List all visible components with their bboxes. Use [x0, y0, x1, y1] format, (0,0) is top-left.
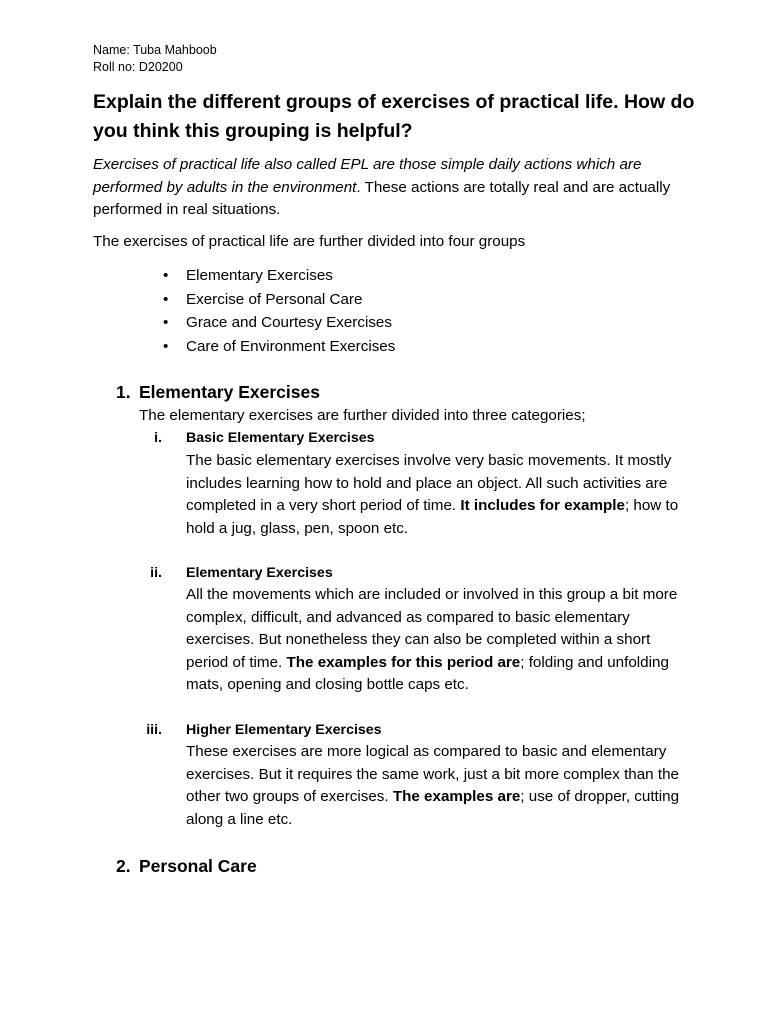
list-item — [163, 335, 396, 359]
list-item-label: Grace and Courtesy Exercises — [186, 314, 392, 331]
section-heading-personal-care — [116, 854, 257, 878]
list-item — [163, 288, 395, 312]
section-number: 1. — [116, 382, 131, 402]
bullet-icon: • — [163, 314, 169, 331]
section-heading-elementary — [116, 380, 320, 404]
subsection-bold-text: The examples are — [392, 788, 521, 805]
bullet-icon: • — [163, 267, 169, 284]
subsection-numeral: i. — [154, 430, 162, 446]
section-number: 2. — [116, 856, 131, 876]
bullet-icon: • — [163, 290, 169, 308]
subsection-tail-text: ; how to hold a jug, glass, pen, spoon etc. — [186, 497, 679, 537]
subsection-bold-text: The examples for this period are — [286, 653, 521, 671]
list-item — [163, 264, 395, 288]
roll-number: Roll no: D20200 — [93, 60, 183, 74]
intro-italic-text: Exercises of practical life also called EPL are those simple daily actions which are performed by adults in the environment — [93, 156, 642, 196]
subsection-body — [186, 741, 686, 831]
subsection-numeral: ii. — [150, 565, 162, 581]
list-item-label: Exercise of Personal Care — [186, 290, 363, 308]
section-title: Elementary Exercises — [139, 382, 320, 402]
list-item-label: Elementary Exercises — [186, 267, 333, 284]
list-item — [163, 311, 395, 335]
section-intro: The elementary exercises are further divided into three categories; — [139, 407, 586, 424]
page-title: Explain the different groups of exercises of practical life. How do you think this grouping is helpful? — [93, 91, 695, 142]
subsection-text: All the movements which are included or involved in this group a bit more complex, difficult, and advanced as compared to basic elementary exercises. But nonetheless they can also be completed within a short period of time. — [186, 586, 678, 671]
subsection-title: Elementary Exercises — [186, 565, 333, 581]
groups-list — [163, 264, 396, 358]
subsection-text: These exercises are more logical as compared to basic and elementary exercises. But it requires the same work, just a bit more complex than the other two groups of exercises. — [186, 743, 679, 805]
bullet-icon: • — [163, 337, 169, 355]
intro-rest-text: . These actions are totally real and are actually performed in real situations. — [93, 178, 671, 218]
list-item-label: Care of Environment Exercises — [186, 337, 396, 355]
subsection-body — [186, 450, 686, 540]
subsection-bold-text: It includes for example — [460, 497, 625, 514]
subsection-title: Basic Elementary Exercises — [186, 430, 375, 446]
section-title: Personal Care — [139, 856, 257, 876]
student-name: Name: Tuba Mahboob — [93, 43, 217, 57]
subsection-numeral: iii. — [146, 722, 162, 738]
subsection-title: Higher Elementary Exercises — [186, 722, 382, 738]
subsection-body — [186, 584, 686, 697]
intro-paragraph — [93, 154, 693, 222]
groups-intro: The exercises of practical life are further divided into four groups — [93, 233, 526, 250]
subsection-text: The basic elementary exercises involve very basic movements. It mostly includes learning how to hold and place an object. All such activities are completed in a very short period of time. — [186, 452, 672, 514]
subsection-tail-text: ; use of dropper, cutting along a line etc. — [186, 788, 680, 828]
subsection-tail-text: ; folding and unfolding mats, opening and closing bottle caps etc. — [186, 653, 669, 693]
